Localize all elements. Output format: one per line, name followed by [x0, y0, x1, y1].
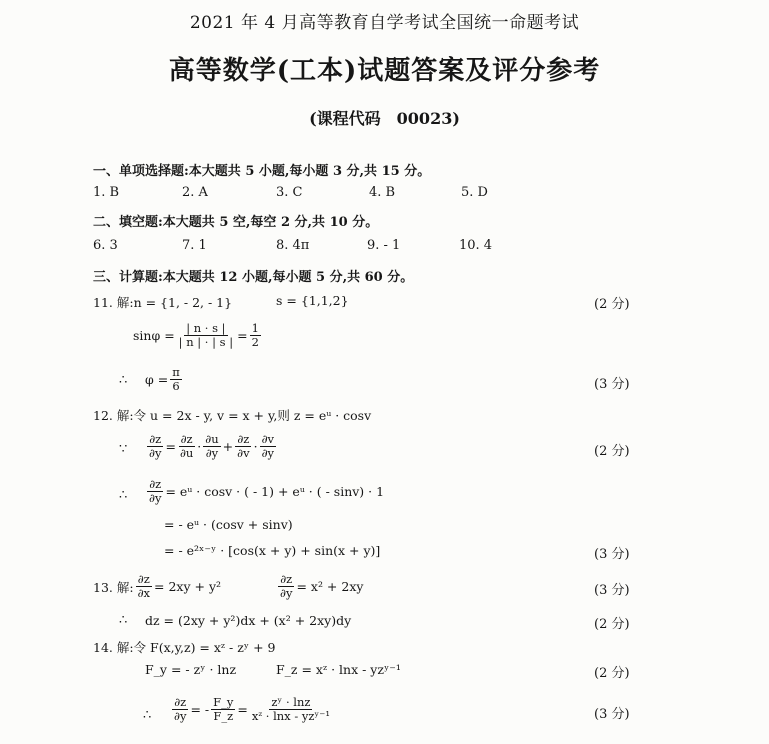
q14-r-num: zʸ · lnz [271, 695, 311, 709]
q11-phi-num: π [172, 365, 180, 379]
q12-plus: + [222, 439, 234, 454]
q14-m-den: F_z [213, 709, 234, 723]
therefore-symbol: ∴ [119, 373, 128, 388]
q13-b-rhs: = x² + 2xy [296, 579, 364, 594]
q12-dot2: · [253, 439, 258, 454]
q11-score-2: (3 分) [594, 377, 630, 392]
q14-score-2: (3 分) [594, 707, 630, 722]
q13-dzdy [278, 573, 294, 600]
q12-step2: = - eᵘ · (cosv + sinv) [164, 517, 293, 532]
q14-fz: F_z = xᶻ · lnx - yzʸ⁻¹ [276, 662, 401, 677]
q13-score-1: (3 分) [594, 583, 630, 598]
course-code: (课程代码 00023) [309, 109, 460, 128]
q13-label: 13. 解: [93, 579, 134, 595]
q11-phi-formula [145, 366, 184, 393]
q14-l-den: ∂y [174, 709, 187, 723]
q14-fy: F_y = - zʸ · lnz [145, 662, 237, 677]
q12-line1: 12. 解:令 u = 2x - y, v = x + y,则 z = eᵘ · cosv [93, 408, 372, 423]
q13-total-differential: dz = (2xy + y²)dx + (x² + 2xy)dy [145, 613, 352, 628]
q12-d5-num: ∂v [261, 432, 275, 446]
q13-a-den: ∂x [137, 586, 151, 600]
q11-phi-den: 6 [172, 379, 180, 393]
therefore-symbol: ∴ [143, 708, 152, 723]
q11-phi-fraction [170, 366, 182, 393]
q14-result-fraction [250, 696, 332, 723]
q11-sin-formula [133, 322, 263, 349]
q12-d4-den: ∂v [237, 446, 250, 460]
q12-score-1: (2 分) [594, 444, 630, 459]
q12-score-2: (3 分) [594, 547, 630, 562]
q13-dzdx [136, 573, 152, 600]
q12-step1: = eᵘ · cosv · ( - 1) + eᵘ · ( - sinv) · 1 [165, 484, 385, 499]
document-title: 高等数学(工本)试题答案及评分参考 [168, 56, 601, 86]
q14-result-row [170, 696, 334, 723]
q12-d1-den: ∂y [149, 446, 162, 460]
q12-step3: = - e²ˣ⁻ʸ · [cos(x + y) + sin(x + y)] [164, 543, 381, 558]
q13-b-num: ∂z [280, 572, 293, 586]
q14-m-num: F_y [213, 695, 234, 709]
q12-d3-den: ∂y [205, 446, 219, 460]
q14-eq: = - [190, 702, 210, 717]
answer-10: 10. 4 [459, 238, 493, 253]
q11-s-vector: s = {1,1,2} [276, 293, 349, 308]
q12-d5 [260, 433, 276, 460]
q11-sin-num: | n · s | [186, 321, 226, 335]
answer-4: 4. B [369, 185, 396, 200]
q12-d3 [203, 433, 220, 460]
q12-step1-row [145, 478, 384, 505]
q11-eq: = [237, 328, 248, 343]
exam-title: 2021 年 4 月高等教育自学考试全国统一命题考试 [189, 13, 580, 33]
q12-d2-den: ∂u [179, 446, 194, 460]
answer-3: 3. C [276, 185, 303, 200]
q11-sin-lhs: sinφ = [133, 328, 175, 343]
q12-d3-num: ∂u [205, 432, 219, 446]
q12-d1-num: ∂z [149, 432, 162, 446]
q12-d1 [147, 433, 163, 460]
q14-eq2: = [237, 702, 248, 717]
q13-a-rhs: = 2xy + y² [154, 579, 222, 594]
q14-line1: 14. 解:令 F(x,y,z) = xᶻ - zʸ + 9 [93, 640, 276, 655]
q12-chain-rule [145, 433, 278, 460]
q14-r-den: xᶻ · lnx - yzʸ⁻¹ [251, 709, 330, 723]
q11-phi-lhs: φ = [145, 372, 169, 387]
q12-d6-num: ∂z [149, 477, 162, 491]
q11-half-fraction [250, 322, 261, 349]
q13-dzdy-row [276, 573, 363, 600]
q12-d2 [178, 433, 195, 460]
q12-d4 [235, 433, 251, 460]
q12-d2-num: ∂z [180, 432, 193, 446]
answer-2: 2. A [182, 185, 208, 200]
therefore-symbol: ∴ [119, 613, 128, 628]
q13-b-den: ∂y [280, 586, 293, 600]
answer-7: 7. 1 [182, 238, 207, 253]
q12-d6 [147, 478, 163, 505]
q11-sin-den: | n | · | s | [178, 335, 234, 349]
q12-d4-num: ∂z [237, 432, 250, 446]
answer-1: 1. B [93, 185, 120, 200]
q12-d6-den: ∂y [149, 491, 162, 505]
q14-score-1: (2 分) [594, 666, 630, 681]
q14-dzdy [172, 696, 188, 723]
q11-score-1: (2 分) [594, 297, 630, 312]
q13-a-num: ∂z [137, 572, 150, 586]
q11-line1: 11. 解:n = {1, - 2, - 1} [93, 295, 233, 310]
answer-8: 8. 4π [276, 238, 310, 253]
q14-l-num: ∂z [174, 695, 187, 709]
q12-eq1: = [165, 439, 176, 454]
q11-sin-fraction [177, 322, 235, 349]
q13-score-2: (2 分) [594, 617, 630, 632]
section-1-heading: 一、单项选择题:本大题共 5 小题,每小题 3 分,共 15 分。 [93, 164, 431, 179]
therefore-symbol: ∴ [119, 488, 128, 503]
answer-6: 6. 3 [93, 238, 118, 253]
q13-partials-row [93, 573, 221, 600]
because-symbol: ∵ [119, 442, 128, 457]
q12-d5-den: ∂y [261, 446, 275, 460]
q14-fy-over-fz [211, 696, 235, 723]
section-2-heading: 二、填空题:本大题共 5 空,每空 2 分,共 10 分。 [93, 215, 379, 230]
answer-5: 5. D [461, 185, 488, 200]
q12-dot1: · [197, 439, 202, 454]
section-3-heading: 三、计算题:本大题共 12 小题,每小题 5 分,共 60 分。 [93, 270, 414, 285]
q11-half-num: 1 [251, 321, 259, 335]
answer-9: 9. - 1 [367, 238, 401, 253]
q11-half-den: 2 [251, 335, 259, 349]
